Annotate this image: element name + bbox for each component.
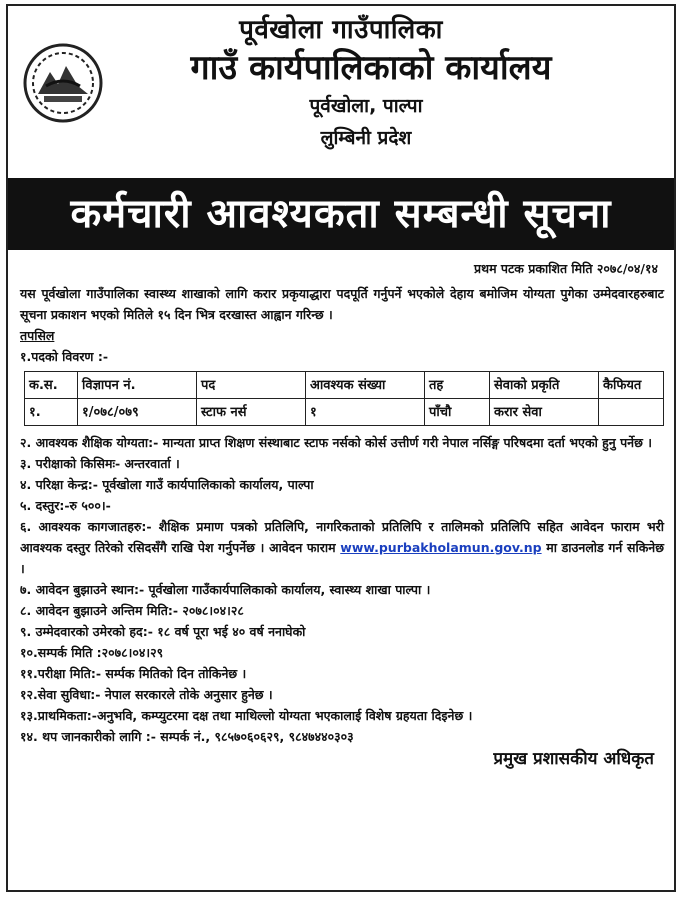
table-cell: करार सेवा — [490, 399, 599, 426]
table-header-row — [25, 372, 664, 399]
item-contact-numbers: १४. थप जानकारीको लागि :- सम्पर्क नं., ९८५७०६०६२९, ९८४७४४०३०३ — [20, 729, 354, 744]
office-header — [8, 10, 674, 170]
item-age-limit: ९. उम्मेदवारको उमेरको हद:- १८ वर्ष पूरा भई ४० वर्ष ननाघेको — [20, 624, 306, 639]
item-fee: ५. दस्तुर:-रु ५००।- — [20, 498, 111, 513]
post-details-table — [24, 371, 664, 426]
table-cell: १ — [306, 399, 425, 426]
province-name: लुम्बिनी प्रदेश — [320, 127, 412, 149]
notice-body — [8, 250, 674, 770]
notice-page — [6, 4, 676, 892]
notice-banner: कर्मचारी आवश्यकता सम्बन्धी सूचना — [8, 178, 674, 250]
table-cell: स्टाफ नर्स — [197, 399, 306, 426]
table-cell: १. — [25, 399, 78, 426]
item-exam-center: ४. परिक्षा केन्द्र:- पूर्वखोला गाउँ कार्यपालिकाको कार्यालय, पाल्पा — [20, 477, 314, 492]
item-documents — [20, 516, 664, 579]
item-submission-place: ७. आवेदन बुझाउने स्थान:- पूर्वखोला गाउँकार्यपालिकाको कार्यालय, स्वास्थ्य शाखा पाल्पा । — [20, 582, 431, 597]
item-exam-type: ३. परीक्षाको किसिमः- अन्तरवार्ता । — [20, 456, 180, 471]
documents-text: ६. आवश्यक कागजातहरु:- शैक्षिक प्रमाण पत्रको प्रतिलिपि, नागरिकताको प्रतिलिपि र तालिमको प्रतिलिपि सहित आवेदन फाराम भरी आवश्यक दस्तुर तिरेको रसिदसँगै राखि पेश गर्नुपर्नेछ । आवेदन फाराम — [20, 519, 664, 555]
download-text: मा डाउनलोड गर्न सकिनेछ । — [20, 540, 664, 576]
section-post-details: १.पदको विवरण :- — [20, 349, 109, 364]
table-header-cell: सेवाको प्रकृति — [490, 372, 599, 399]
office-name: गाउँ कार्यपालिकाको कार्यालय — [190, 48, 552, 88]
item-priority: १३.प्राथमिकता:-अनुभवि, कम्प्युटरमा दक्ष तथा माथिल्लो योग्यता भएकालाई विशेष ग्रहयता दिइनेछ । — [20, 708, 473, 723]
website-link[interactable]: www.purbakholamun.gov.np — [340, 540, 542, 555]
table-header-cell: आवश्यक संख्या — [306, 372, 425, 399]
signatory-title: प्रमुख प्रशासकीय अधिकृत — [493, 749, 654, 769]
table-header-cell: पद — [197, 372, 306, 399]
table-cell: १/०७८/०७९ — [78, 399, 197, 426]
item-contact-date: १०.सम्पर्क मिति :२०७८।०४।२९ — [20, 645, 164, 660]
tapasil-heading: तपसिल — [20, 328, 55, 343]
publish-date: प्रथम पटक प्रकाशित मिति २०७८/०४/१४ — [473, 261, 658, 276]
table-header-cell: विज्ञापन नं. — [78, 372, 197, 399]
table-header-cell: क.स. — [25, 372, 78, 399]
item-exam-date: ११.परीक्षा मिति:- सर्म्पक मितिको दिन तोकिनेछ । — [20, 666, 247, 681]
table-cell: पाँचौ — [425, 399, 490, 426]
intro-paragraph: यस पूर्वखोला गाउँपालिका स्वास्थ्य शाखाको लागि करार प्रकृयाद्धारा पदपूर्ति गर्नुपर्ने भएकोले देहाय बमोजिम योग्यता पुगेका उम्मेदवारहरुबाट सूचना प्रकाशन भएको मितिले १५ दिन भित्र दरखास्त आह्वान गरिन्छ । — [20, 286, 664, 322]
item-deadline: ८. आवेदन बुझाउने अन्तिम मिति:- २०७८।०४।२८ — [20, 603, 244, 618]
office-location: पूर्वखोला, पाल्पा — [309, 95, 423, 117]
table-cell — [599, 399, 664, 426]
municipality-name: पूर्वखोला गाउँपालिका — [239, 15, 443, 45]
item-qualification: २. आवश्यक शैक्षिक योग्यता:- मान्यता प्राप्त शिक्षण संस्थाबाट स्टाफ नर्सको कोर्स उत्तीर्ण गरी नेपाल नर्सिङ्ग परिषदमा दर्ता भएको हुनु पर्नेछ । — [20, 435, 652, 450]
item-benefits: १२.सेवा सुविधा:- नेपाल सरकारले तोके अनुसार हुनेछ । — [20, 687, 273, 702]
table-header-cell: कैफियत — [599, 372, 664, 399]
table-header-cell: तह — [425, 372, 490, 399]
government-emblem-icon — [22, 42, 104, 124]
table-row — [25, 399, 664, 426]
